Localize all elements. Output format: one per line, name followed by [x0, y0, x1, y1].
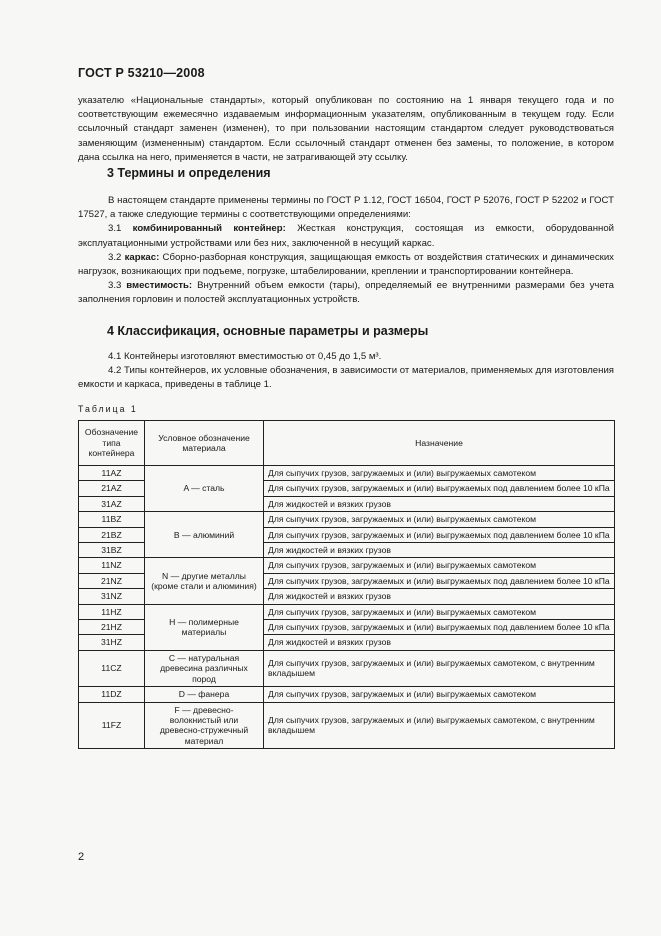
header-purpose: Назначение [264, 421, 615, 466]
purpose-cell: Для сыпучих грузов, загружаемых и (или) выгружаемых под давлением более 10 кПа [264, 573, 615, 588]
section-4-title: 4 Классификация, основные параметры и размеры [107, 324, 429, 338]
type-code-cell: 11AZ [79, 466, 145, 481]
table-row [79, 558, 615, 573]
intro-text: указателю «Национальные стандарты», который опубликован по состоянию на 1 января текущего года и по соответствующим ежемесячно издаваемым информационным указателям, опубликованным в текущем году. Если ссылочный стандарт заменен (изменен), то при пользовании настоящим стандартом следует руководствоваться заменяющим (измененным) стандартом. Если ссылочный стандарт отменен без замены, то положение, в котором дана ссылка на него, применяется в части, не затрагивающей эту ссылку. [78, 95, 614, 163]
type-code-cell: 31HZ [79, 635, 145, 650]
term-3-2 [78, 251, 614, 279]
section-3-intro: В настоящем стандарте применены термины по ГОСТ Р 1.12, ГОСТ 16504, ГОСТ Р 52076, ГОСТ Р 52202 и ГОСТ 17527, а также следующие термины с соответствующими определениями: [78, 195, 614, 221]
type-code-cell: 11CZ [79, 650, 145, 686]
type-code-cell: 21BZ [79, 527, 145, 542]
table-body [79, 466, 615, 749]
type-code-cell: 21NZ [79, 573, 145, 588]
table-header-row [79, 421, 615, 466]
term-definition: Сборно-разборная конструкция, защищающая емкость от воздействия статических и динамических нагрузок, возникающих при подъеме, погрузке, штабелировании, креплении и транспортировании контейнера. [78, 251, 614, 278]
purpose-cell: Для сыпучих грузов, загружаемых и (или) выгружаемых самотеком [264, 687, 615, 702]
term-number: 3.1 [108, 223, 122, 235]
material-cell: D — фанера [145, 687, 264, 702]
term-3-1 [78, 222, 614, 250]
material-cell: C — натуральная древесина различных пород [145, 650, 264, 686]
section-3-title: 3 Термины и определения [107, 166, 271, 180]
document-header: ГОСТ Р 53210—2008 [78, 66, 205, 80]
table-row [79, 604, 615, 619]
term-number: 3.2 [108, 251, 122, 263]
section-3-body [78, 194, 614, 308]
table-row [79, 466, 615, 481]
term-definition: Жесткая конструкция, состоящая из емкости, оборудованной эксплуатационными устройствами или без них, заключенной в несущий каркас. [78, 223, 615, 249]
term-name: комбинированный контейнер: [132, 223, 286, 235]
type-code-cell: 11BZ [79, 512, 145, 527]
purpose-cell: Для жидкостей и вязких грузов [264, 496, 615, 511]
term-number: 3.3 [108, 280, 122, 292]
purpose-cell: Для сыпучих грузов, загружаемых и (или) выгружаемых самотеком [264, 558, 615, 573]
type-code-cell: 11HZ [79, 604, 145, 619]
purpose-cell: Для сыпучих грузов, загружаемых и (или) выгружаемых самотеком [264, 604, 615, 619]
intro-paragraph [78, 94, 614, 165]
table-row [79, 702, 615, 749]
purpose-cell: Для сыпучих грузов, загружаемых и (или) выгружаемых под давлением более 10 кПа [264, 481, 615, 496]
purpose-cell: Для сыпучих грузов, загружаемых и (или) выгружаемых самотеком, с внутренним вкладышем [264, 702, 615, 749]
container-types-table [78, 420, 615, 749]
table-caption: Таблица 1 [78, 404, 138, 414]
purpose-cell: Для сыпучих грузов, загружаемых и (или) выгружаемых самотеком [264, 466, 615, 481]
purpose-cell: Для сыпучих грузов, загружаемых и (или) выгружаемых под давлением более 10 кПа [264, 620, 615, 635]
material-cell: B — алюминий [145, 512, 264, 558]
table-row [79, 512, 615, 527]
type-code-cell: 21HZ [79, 620, 145, 635]
paragraph-4-2 [78, 364, 614, 392]
type-code-cell: 11DZ [79, 687, 145, 702]
term-name: вместимость: [126, 280, 193, 292]
section-4-body [78, 350, 614, 393]
type-code-cell: 31NZ [79, 589, 145, 604]
material-cell: H — полимерные материалы [145, 604, 264, 650]
purpose-cell: Для сыпучих грузов, загружаемых и (или) выгружаемых под давлением более 10 кПа [264, 527, 615, 542]
purpose-cell: Для сыпучих грузов, загружаемых и (или) выгружаемых самотеком [264, 512, 615, 527]
material-cell: A — сталь [145, 466, 264, 512]
purpose-cell: Для сыпучих грузов, загружаемых и (или) выгружаемых самотеком, с внутренним вкладышем [264, 650, 615, 686]
page-number: 2 [78, 851, 85, 863]
paragraph-text: Контейнеры изготовляют вместимостью от 0,45 до 1,5 м³. [124, 351, 382, 362]
table-row [79, 650, 615, 686]
term-3-3 [78, 279, 614, 307]
term-name: каркас: [124, 251, 160, 263]
type-code-cell: 31AZ [79, 496, 145, 511]
material-cell: F — древесно-волокнистый или древесно-стружечный материал [145, 702, 264, 749]
paragraph-number: 4.1 [108, 351, 122, 362]
paragraph-number: 4.2 [108, 365, 122, 377]
purpose-cell: Для жидкостей и вязких грузов [264, 543, 615, 558]
type-code-cell: 11FZ [79, 702, 145, 749]
type-code-cell: 31BZ [79, 543, 145, 558]
header-material: Условное обозначение материала [145, 421, 264, 466]
table-row [79, 687, 615, 702]
paragraph-4-1 [78, 350, 614, 364]
header-type-code: Обозначение типа контейнера [79, 421, 145, 466]
purpose-cell: Для жидкостей и вязких грузов [264, 589, 615, 604]
type-code-cell: 11NZ [79, 558, 145, 573]
term-definition: Внутренний объем емкости (тары), определяемый ее внутренними размерами без учета заполнения горловин и полостей эксплуатационных устройств. [78, 280, 615, 306]
purpose-cell: Для жидкостей и вязких грузов [264, 635, 615, 650]
material-cell: N — другие металлы (кроме стали и алюминия) [145, 558, 264, 604]
type-code-cell: 21AZ [79, 481, 145, 496]
paragraph-text: Типы контейнеров, их условные обозначения, в зависимости от материалов, применяемых для изготовления емкости и каркаса, приведены в таблице 1. [78, 365, 614, 391]
